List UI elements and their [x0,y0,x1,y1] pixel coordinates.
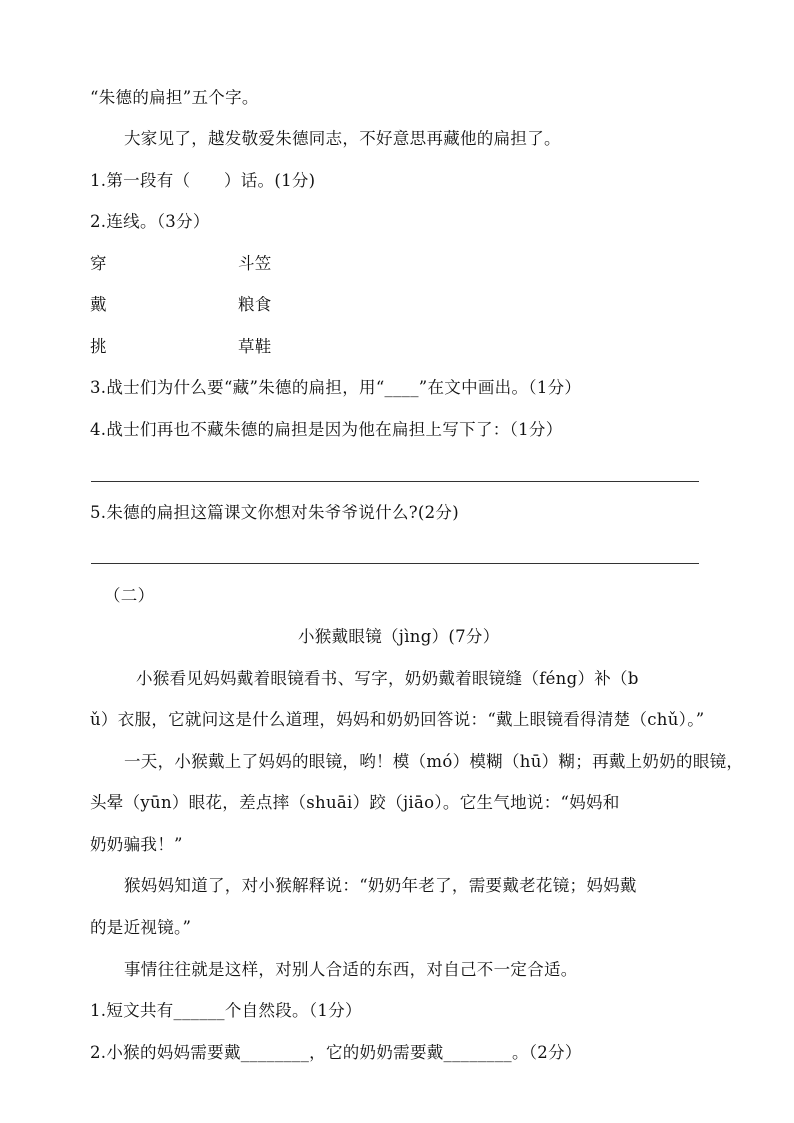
para2-line3: 奶奶骗我！” [90,835,183,854]
question1-4: 4.战士们再也不藏朱德的扁担是因为他在扁担上写下了：（1分） [90,420,563,439]
passage1-line-continued: “朱德的扁担”五个字。 [90,88,259,107]
question1-3: 3.战士们为什么要“藏”朱德的扁担，用“____”在文中画出。（1分） [90,378,582,397]
para1-line1: 小猴看见妈妈戴着眼镜看书、写字，奶奶戴着眼镜缝（féng）补（b [136,669,639,688]
match-row-2 [90,293,272,317]
question2-2: 2.小猴的妈妈需要戴________，它的奶奶需要戴________。（2分） [90,1043,582,1062]
para3-line2: 的是近视镜。” [90,918,192,937]
match-right-3: 草鞋 [238,337,272,356]
match-left-2: 戴 [90,295,107,314]
para2-line1: 一天，小猴戴上了妈妈的眼镜，哟！模（mó）模糊（hū）糊；再戴上奶奶的眼镜， [124,752,744,771]
section2-label: （二） [104,586,155,605]
para3-line1: 猴妈妈知道了，对小猴解释说：“奶奶年老了，需要戴老花镜；妈妈戴 [124,876,637,895]
answer-line-q4[interactable] [91,481,699,482]
match-left-3: 挑 [90,337,107,356]
match-right-2: 粮食 [238,295,272,314]
match-left-1: 穿 [90,254,107,273]
match-right-1: 斗笠 [238,254,272,273]
question2-1: 1.短文共有______个自然段。（1分） [90,1001,362,1020]
question1-2: 2.连线。（3分） [90,212,210,231]
passage1-line-last: 大家见了，越发敬爱朱德同志，不好意思再藏他的扁担了。 [124,129,561,148]
para2-line2: 头晕（yūn）眼花，差点摔（shuāi）跤（jiāo）。它生气地说：“妈妈和 [90,793,620,812]
match-row-3 [90,335,272,359]
match-row-1 [90,252,272,276]
para1-line2: ǔ）衣服，它就问这是什么道理，妈妈和奶奶回答说：“戴上眼镜看得清楚（chǔ）。” [90,710,705,729]
answer-line-q5[interactable] [91,563,699,564]
question1-5: 5.朱德的扁担这篇课文你想对朱爷爷说什么?(2分) [90,503,459,522]
question1-1: 1.第一段有（ ）话。(1分) [90,171,316,190]
section2-title: 小猴戴眼镜（jìng）(7分） [298,627,500,646]
para4-line1: 事情往往就是这样，对别人合适的东西，对自己不一定合适。 [124,960,578,979]
